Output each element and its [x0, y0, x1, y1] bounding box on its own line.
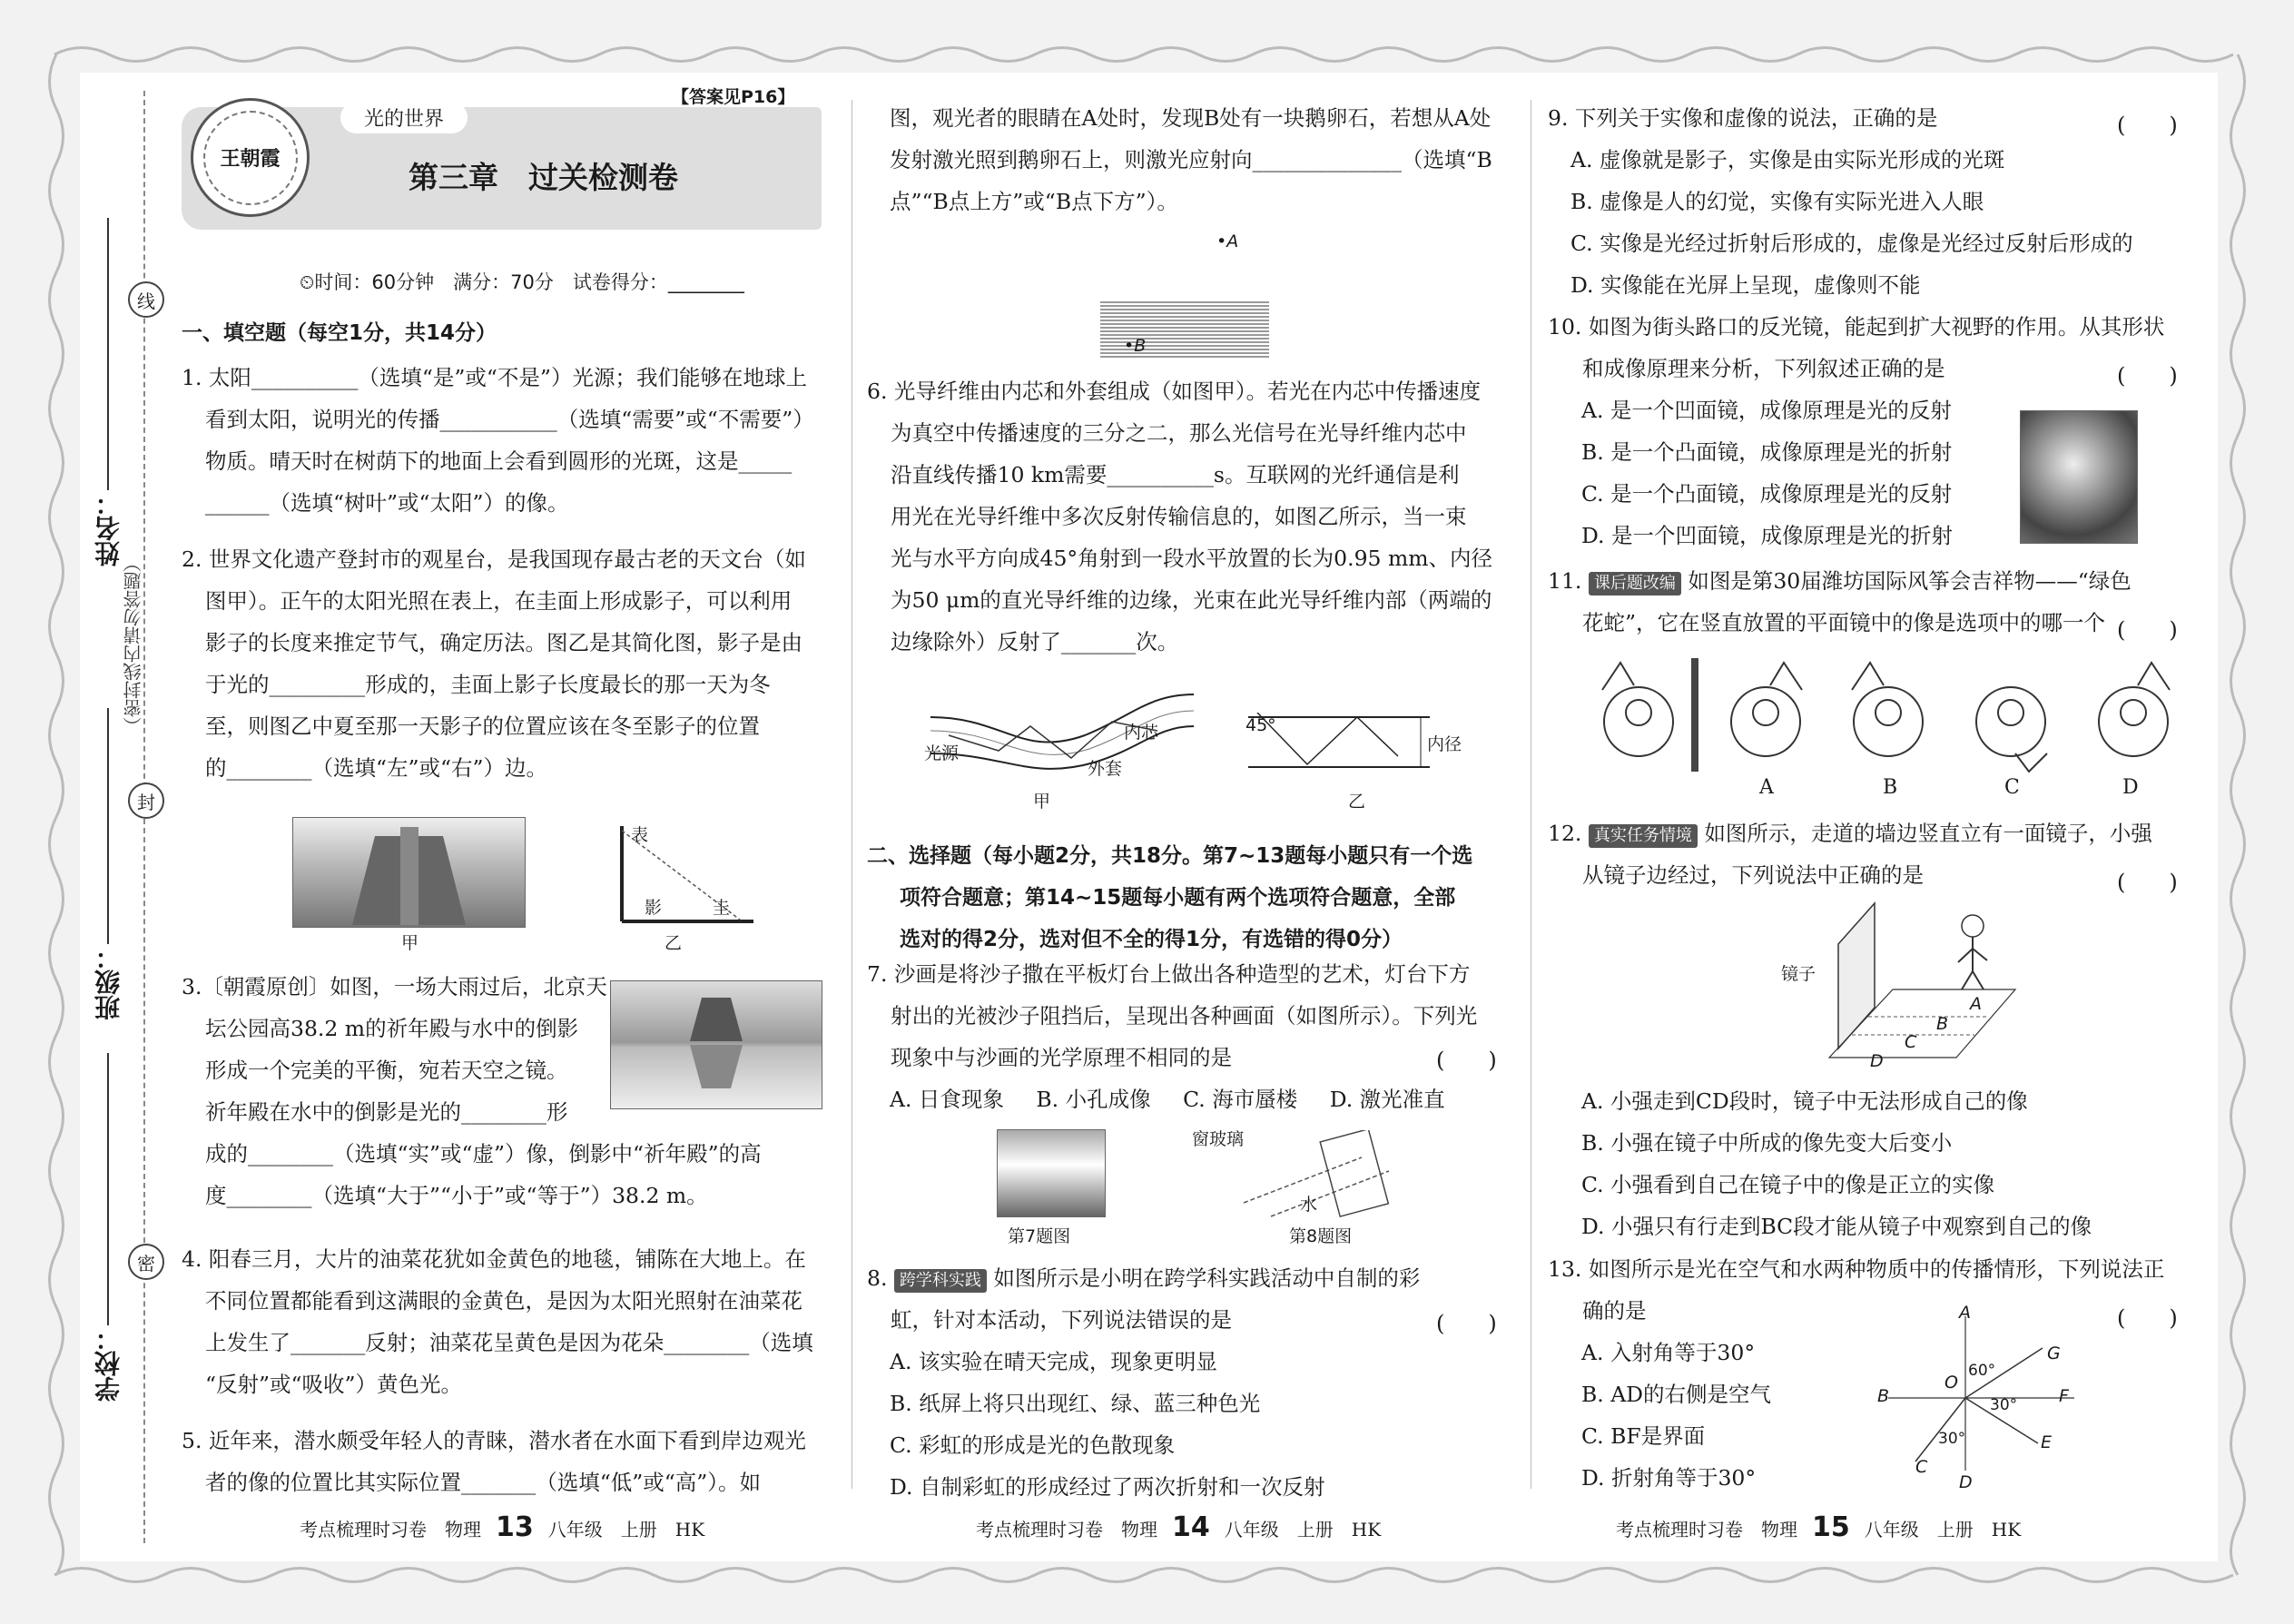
q11-label-b: B — [1883, 776, 1898, 799]
label-mirror: 镜子 — [1781, 964, 1816, 984]
question-8: 8. 跨学科实践 如图所示是小明在跨学科实践活动中自制的彩 虹，针对本活动，下列说法错误的是 — [867, 1265, 1421, 1333]
question-12: 12. 真实任务情境 如图所示，走道的墙边竖直立有一面镜子，小强 从镜子边经过，下列说法中正确的是 — [1548, 821, 2152, 888]
question-6: 6. 光导纤维由内芯和外套组成（如图甲）。若光在内芯中传播速度 为真空中传播速度的三分之二，那么光信号在光导纤维内芯中 沿直线传播10 km需要__________s。互联网的光纤通信是利 用光在光导纤维中多次反射传输信息的，如图乙所示，当一束 光与水平方向成45°角射到一段水平放置的长为0.95 mm、内径 为50 μm的直光导纤维的边缘，光束在此光导纤维内部（两端的 边缘除外）反射了_______次。 — [867, 379, 1493, 655]
q10-answer-paren: ( ) — [2117, 363, 2178, 389]
question-13: 13. 如图所示是光在空气和水两种物质中的传播情形，下列说法正 确的是 — [1548, 1256, 2165, 1324]
fig6-yi-caption: 乙 — [1348, 792, 1366, 812]
q12-options: A. 小强走到CD段时，镜子中无法形成自己的像 B. 小强在镜子中所成的像先变大后变小 C. 小强看到自己在镜子中的像是正立的实像 D. 小强只有行走到BC段才能从镜子中观察到自己的像 — [1581, 1088, 2092, 1239]
label-guangyuan: 光源 — [924, 743, 960, 763]
question-11: 11. 课后题改编 如图是第30届潍坊国际风筝会吉祥物——“绿色 花蛇”，它在竖直放置的平面镜中的像是选项中的哪一个 — [1548, 568, 2132, 635]
label-45deg: 45° — [1245, 715, 1276, 735]
name-label: 姓名： — [94, 490, 123, 566]
q13-options: A. 入射角等于30° B. AD的右侧是空气 C. BF是界面 D. 折射角等于30° — [1581, 1340, 1772, 1491]
ray-label-o: O — [1944, 1373, 1958, 1393]
q13-answer-paren: ( ) — [2117, 1305, 2178, 1331]
mascot-options-figure — [1584, 654, 2192, 776]
page-title: 第三章 过关检测卷 — [409, 160, 678, 195]
temple-photo — [610, 980, 822, 1109]
ray-label-f: F — [2059, 1386, 2069, 1406]
footer-page-15: 考点梳理时习卷 物理 15 八年级 上册 HK — [1616, 1511, 2022, 1543]
hall-point-c: C — [1905, 1032, 1917, 1052]
label-biao: 表 — [631, 825, 649, 845]
ray-label-c: C — [1915, 1457, 1928, 1477]
q11-label-a: A — [1759, 776, 1774, 799]
q9-options: A. 虚像就是影子，实像是由实际光形成的光斑 B. 虚像是人的幻觉，实像有实际光进入人眼 C. 实像是光经过折射后形成的，虚像是光经过反射后形成的 D. 实像能在光屏上呈现，虚像则不能 — [1570, 147, 2133, 298]
convex-mirror-photo — [2020, 410, 2138, 544]
q10-options: A. 是一个凹面镜，成像原理是光的反射 B. 是一个凸面镜，成像原理是光的折射 C. 是一个凸面镜，成像原理是光的反射 D. 是一个凹面镜，成像原理是光的折射 — [1581, 398, 1953, 548]
point-a: •A — [1216, 231, 1239, 251]
logo: 王朝霞 — [191, 98, 310, 217]
observatory-photo — [292, 817, 526, 928]
question-9: 9. 下列关于实像和虚像的说法，正确的是 — [1548, 105, 1938, 131]
q11-label-c: C — [2004, 776, 2020, 799]
seal-circle-xian: 线 — [128, 281, 164, 318]
point-b: •B — [1124, 336, 1147, 356]
section-2-title: 二、选择题（每小题2分，共18分。第7~13题每小题只有一个选 项符合题意；第14~15题每小题有两个选项符合题意，全部 选对的得2分，选对但不全的得1分，有选错的得0分） — [867, 844, 1473, 951]
q11-answer-paren: ( ) — [2117, 617, 2178, 643]
gnomon-diagram — [604, 822, 758, 930]
question-1: 1. 太阳__________（选填“是”或“不是”）光源；我们能够在地球上 看到太阳，说明光的传播___________（选填“需要”或“不需要”） 物质。晴天时在树荫下的地面上会看到圆形的光斑，这是_____ ______（选填“树叶”或“太阳”）的像。 — [182, 365, 814, 516]
footer-page-13: 考点梳理时习卷 物理 13 八年级 上册 HK — [300, 1511, 705, 1543]
question-7: 7. 沙画是将沙子撒在平板灯台上做出各种造型的艺术，灯台下方 射出的光被沙子阻挡后，呈现出各种画面（如图所示）。下列光 现象中与沙画的光学原理不相同的是 — [867, 961, 1478, 1070]
hall-point-a: A — [1970, 994, 1982, 1014]
angle-30-lower: 30° — [1938, 1430, 1966, 1448]
rainbow-setup-figure — [1235, 1130, 1407, 1221]
label-ying: 影 — [645, 898, 663, 918]
footer-page-14: 考点梳理时习卷 物理 14 八年级 上册 HK — [976, 1511, 1382, 1543]
ray-label-e: E — [2041, 1432, 2053, 1452]
label-waitao: 外套 — [1088, 759, 1123, 779]
exam-info: ⏲时间：60分钟 满分：70分 试卷得分：________ — [300, 271, 744, 293]
subject-label: 光的世界 — [340, 102, 468, 133]
angle-60: 60° — [1968, 1362, 1996, 1380]
label-neixin: 内芯 — [1124, 723, 1159, 743]
ray-label-b: B — [1877, 1386, 1890, 1406]
hall-point-d: D — [1870, 1051, 1884, 1071]
label-water: 水 — [1300, 1195, 1318, 1215]
seal-circle-mi: 密 — [128, 1244, 164, 1280]
q8-answer-paren: ( ) — [1436, 1311, 1497, 1336]
class-label: 班级： — [94, 944, 123, 1020]
question-10: 10. 如图为街头路口的反光镜，能起到扩大视野的作用。从其形状 和成像原理来分析，下列叙述正确的是 — [1548, 314, 2165, 381]
refraction-figure — [1884, 1312, 2083, 1475]
answer-ref: 【答案见P16】 — [672, 87, 795, 107]
seal-circle-feng: 封 — [128, 782, 164, 819]
q11-label-d: D — [2122, 776, 2139, 799]
seal-note: （密封线内请勿答题） — [123, 554, 144, 735]
ray-label-d: D — [1959, 1472, 1973, 1492]
question-3: 3.〔朝霞原创〕如图，一场大雨过后，北京天 坛公园高38.2 m的祈年殿与水中的倒影 形成一个完美的平衡，宛若天空之镜。 祈年殿在水中的倒影是光的________形 成的________（选填“实”或“虚”）像，倒影中“祈年殿”的高 度________（选填“大于”“小于”或“等于”）38.2 m。 — [182, 974, 762, 1208]
q12-answer-paren: ( ) — [2117, 870, 2178, 895]
fiber-diagram-jia — [921, 685, 1203, 785]
ray-label-g: G — [2047, 1343, 2061, 1363]
sand-art-figure — [997, 1129, 1106, 1217]
hall-point-b: B — [1936, 1014, 1949, 1034]
fig8-caption: 第8题图 — [1289, 1226, 1353, 1246]
question-4: 4. 阳春三月，大片的油菜花犹如金黄色的地毯，铺陈在大地上。在 不同位置都能看到这满眼的金黄色，是因为太阳光照射在油菜花 上发生了_______反射；油菜花呈黄色是因为花朵________（选填 “反射”或“吸收”）黄色光。 — [182, 1246, 813, 1397]
label-window-glass: 窗玻璃 — [1192, 1129, 1245, 1149]
school-label: 学校： — [94, 1325, 123, 1402]
q7-options: A. 日食现象 B. 小孔成像 C. 海市蜃楼 D. 激光准直 — [890, 1087, 1445, 1112]
q8-options: A. 该实验在晴天完成，现象更明显 B. 纸屏上将只出现红、绿、蓝三种色光 C. 彩虹的形成是光的色散现象 D. 自制彩虹的形成经过了两次折射和一次反射 — [890, 1349, 1325, 1500]
angle-30-right: 30° — [1990, 1396, 2018, 1414]
question-5-continued: 图，观光者的眼睛在A处时，发现B处有一块鹅卵石，若想从A处 发射激光照到鹅卵石上，则激光应射向______________（选填“B 点”“B点上方”或“B点下方”）。 — [890, 105, 1492, 214]
label-neijing: 内径 — [1427, 734, 1462, 754]
question-2: 2. 世界文化遗产登封市的观星台，是我国现存最古老的天文台（如 图甲）。正午的太阳光照在表上，在圭面上形成影子，可以利用 影子的长度来推定节气，确定历法。图乙是其简化图，影子是由 于光的_________形成的，圭面上影子长度最长的那一天为冬 至，则图乙中夏至那一天影子的位置应该在冬至影子的位置 的________（选填“左”或“右”）边。 — [182, 546, 806, 781]
ray-label-a: A — [1959, 1303, 1971, 1323]
fig7-caption: 第7题图 — [1008, 1226, 1071, 1246]
q7-answer-paren: ( ) — [1436, 1048, 1497, 1073]
question-5: 5. 近年来，潜水颇受年轻人的青睐，潜水者在水面下看到岸边观光 者的像的位置比其实际位置_______（选填“低”或“高”）。如 — [182, 1428, 806, 1495]
q9-answer-paren: ( ) — [2117, 113, 2178, 138]
section-1-title: 一、填空题（每空1分，共14分） — [182, 321, 497, 345]
fig-yi-caption: 乙 — [665, 933, 683, 953]
label-gui: 圭 — [713, 898, 731, 918]
fig-jia-caption: 甲 — [401, 933, 419, 953]
fig6-jia-caption: 甲 — [1033, 792, 1051, 812]
